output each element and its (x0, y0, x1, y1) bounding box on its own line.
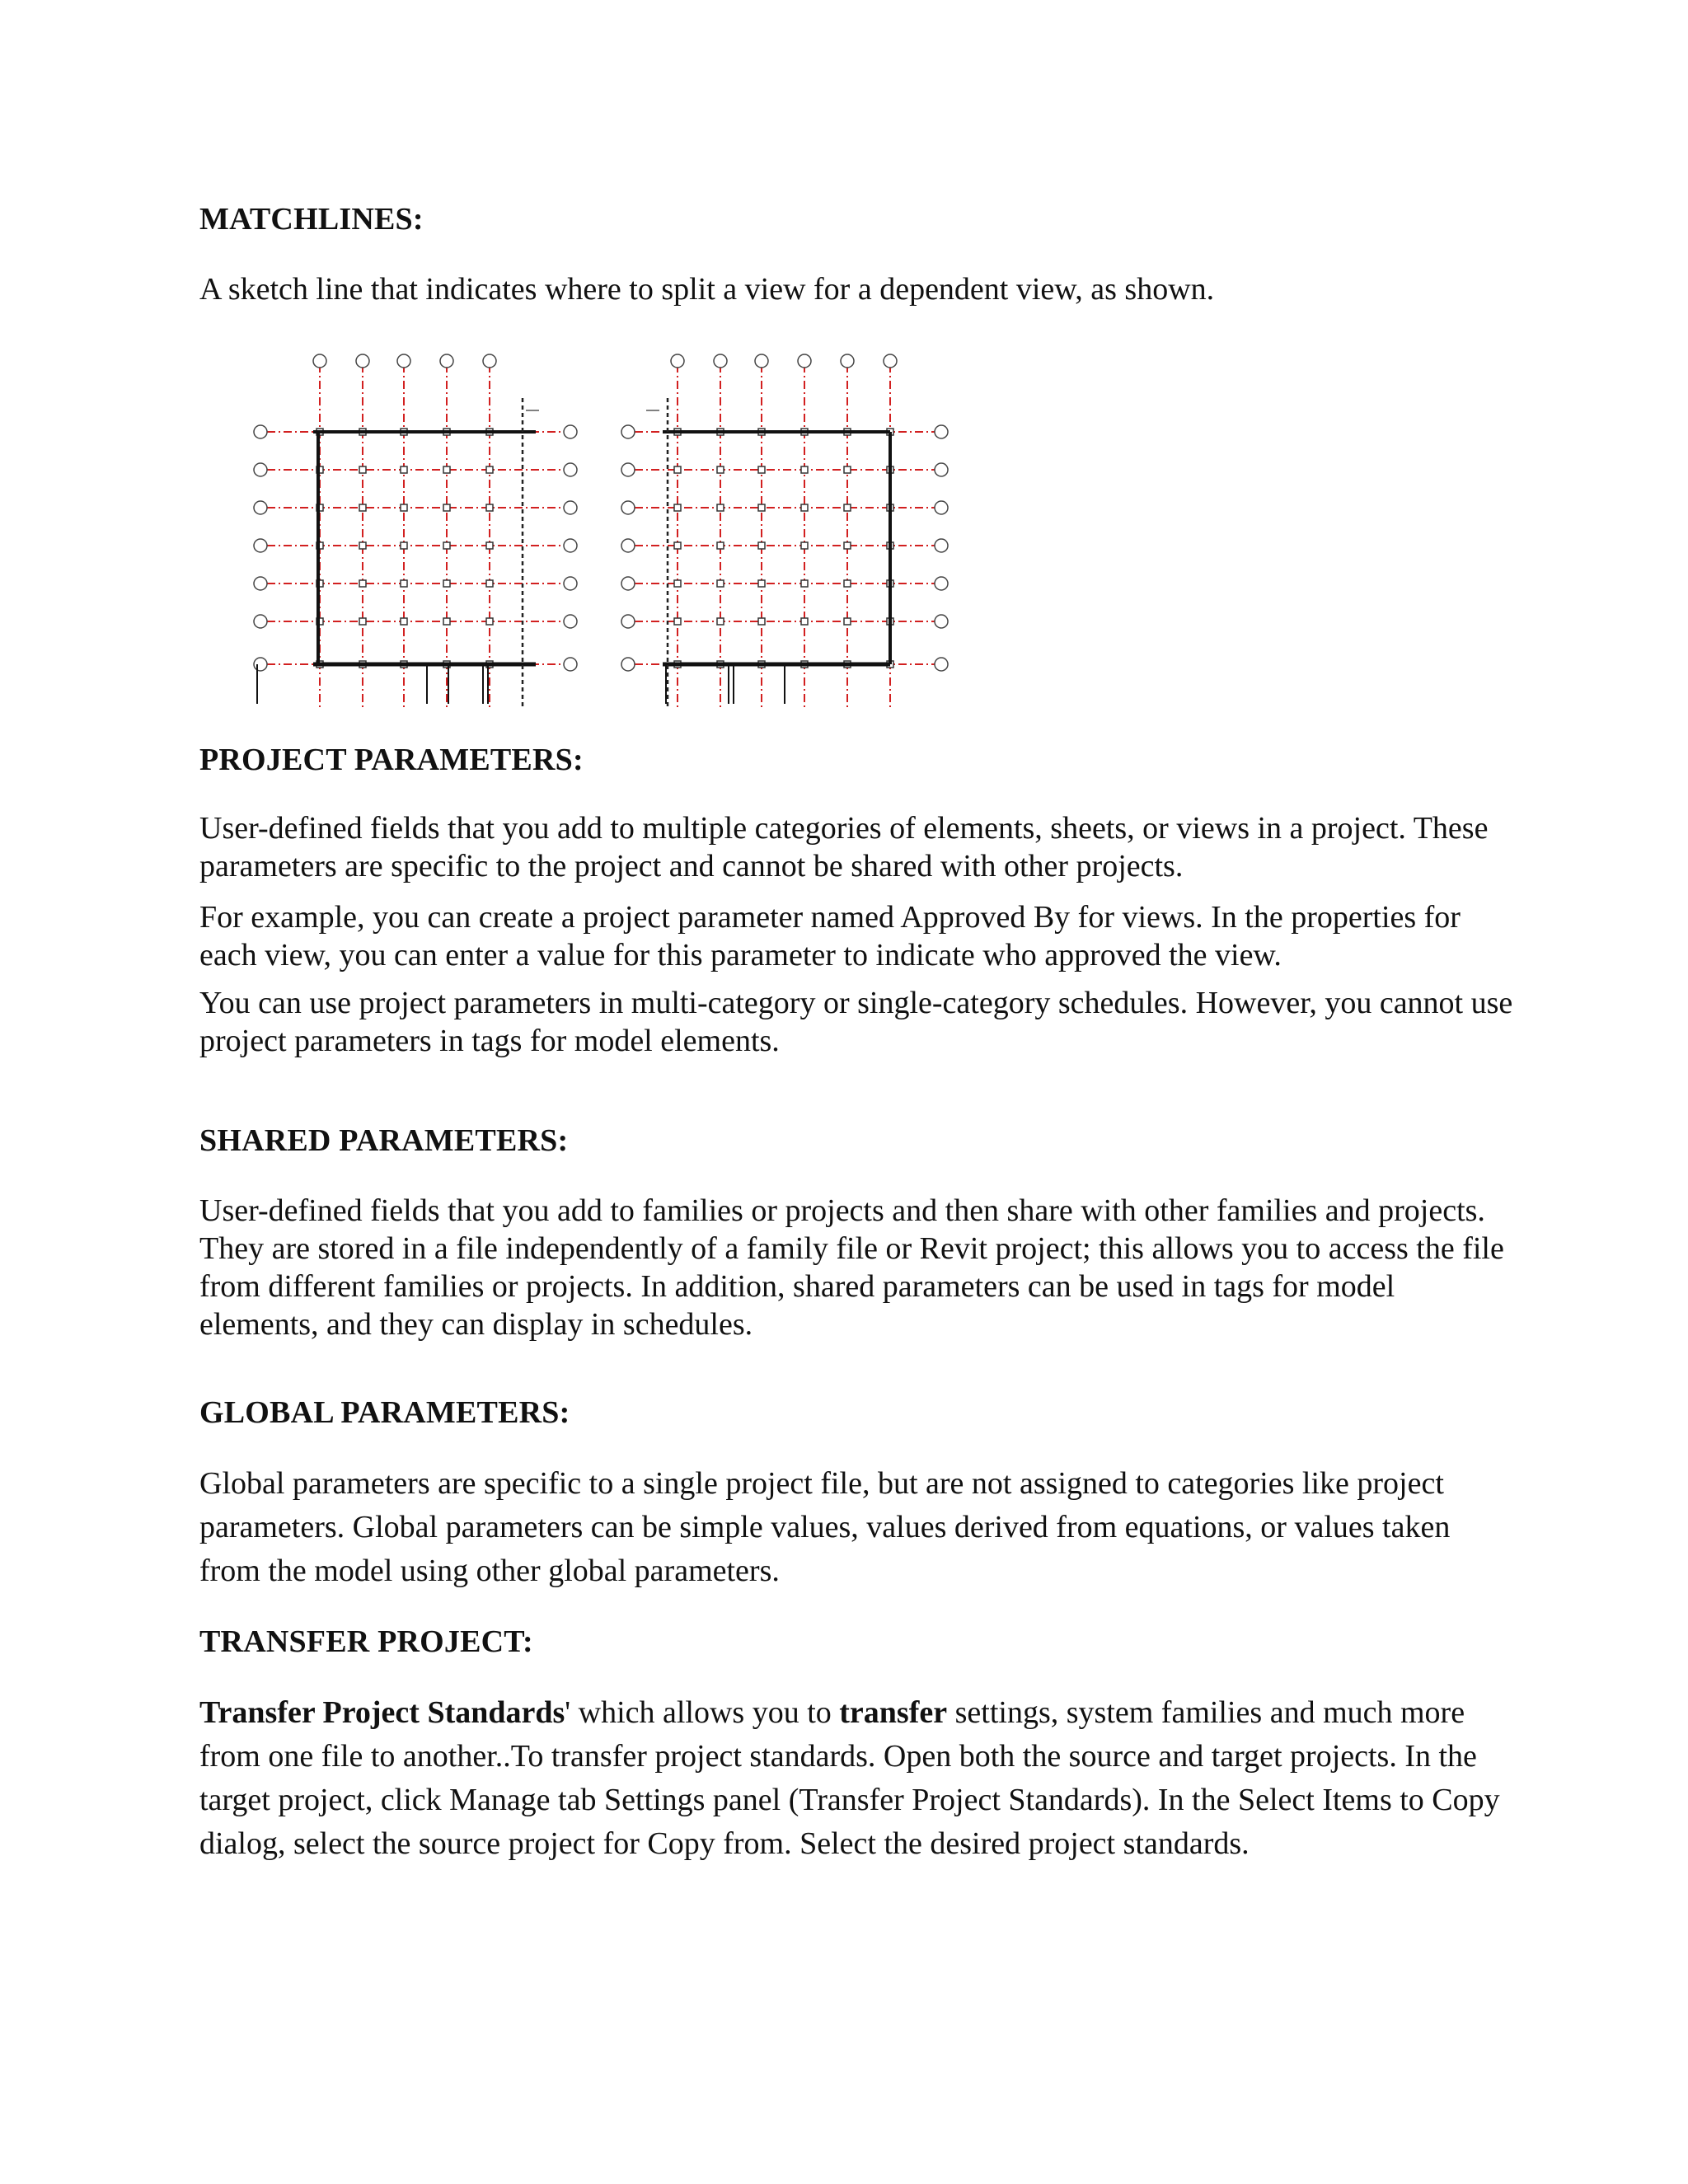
grid-bubble (935, 425, 948, 438)
grid-bubble (935, 577, 948, 590)
grid-bubble (440, 354, 453, 368)
project-parameters-para-2: For example, you can create a project parameter named Approved By for views. In the properties for each view, you can enter a value for this parameter to indicate who approved the view. (199, 900, 1461, 972)
column-marker (486, 466, 493, 473)
column-marker (844, 542, 851, 549)
transfer-project-para (199, 1691, 1518, 1866)
grid-bubble (755, 354, 768, 368)
grid-bubble (935, 501, 948, 514)
column-marker (758, 580, 765, 587)
column-marker (844, 466, 851, 473)
transfer-project-standards-bold: Transfer Project Standards (199, 1695, 565, 1730)
grid-bubble (935, 658, 948, 671)
grid-bubble (254, 539, 267, 552)
grid-bubble (254, 463, 267, 476)
column-marker (758, 618, 765, 625)
column-marker (359, 542, 366, 549)
column-marker (717, 618, 724, 625)
column-marker (486, 542, 493, 549)
column-marker (401, 580, 407, 587)
grid-bubble (621, 615, 635, 628)
column-marker (359, 466, 366, 473)
grid-bubble (621, 539, 635, 552)
column-marker (801, 618, 808, 625)
grid-bubble (621, 501, 635, 514)
column-marker (443, 618, 450, 625)
grid-bubble (254, 577, 267, 590)
column-marker (844, 618, 851, 625)
grid-bubble (714, 354, 727, 368)
column-marker (758, 504, 765, 511)
grid-bubble (483, 354, 496, 368)
grid-bubble (254, 615, 267, 628)
transfer-text-2: settings, system families and much more from one file to another..To transfer project standards. Open both the source and target projects. In the target project, click Manage tab Settings panel (Transfer Project Standards). In the Select Items to Copy dialog, select the source project for Copy from. Select the desired project standards. (199, 1695, 1500, 1861)
column-marker (717, 466, 724, 473)
transfer-bold: transfer (839, 1695, 948, 1730)
column-marker (674, 542, 681, 549)
column-marker (801, 542, 808, 549)
project-parameters-heading: PROJECT PARAMETERS: (199, 743, 584, 777)
column-marker (674, 466, 681, 473)
column-marker (844, 580, 851, 587)
grid-bubble (356, 354, 369, 368)
project-parameters-para-3: You can use project parameters in multi-category or single-category schedules. However, you cannot use project parameters in tags for model elements. (199, 986, 1513, 1058)
column-marker (443, 580, 450, 587)
grid-bubble (798, 354, 811, 368)
column-marker (401, 618, 407, 625)
column-marker (844, 504, 851, 511)
grid-bubble (935, 615, 948, 628)
column-marker (401, 542, 407, 549)
grid-bubble (313, 354, 326, 368)
grid-bubble (254, 658, 267, 671)
column-marker (758, 542, 765, 549)
grid-bubble (564, 501, 577, 514)
column-marker (443, 542, 450, 549)
global-parameters-heading: GLOBAL PARAMETERS: (199, 1395, 570, 1430)
grid-bubble (671, 354, 684, 368)
column-marker (674, 504, 681, 511)
dependent-view-right (621, 354, 948, 707)
matchlines-heading: MATCHLINES: (199, 202, 424, 237)
grid-bubble (884, 354, 897, 368)
grid-bubble (254, 425, 267, 438)
column-marker (758, 466, 765, 473)
column-marker (401, 466, 407, 473)
column-marker (801, 466, 808, 473)
shared-parameters-para: User-defined fields that you add to families or projects and then share with other families and projects. They are stored in a file independently of a family file or Revit project; this allows you to access the file from different families or projects. In addition, shared parameters can be used in tags for model elements, and they can display in schedules. (199, 1193, 1504, 1342)
column-marker (359, 580, 366, 587)
column-marker (674, 580, 681, 587)
column-marker (486, 580, 493, 587)
grid-bubble (621, 463, 635, 476)
grid-bubble (564, 658, 577, 671)
grid-bubble (935, 539, 948, 552)
grid-bubble (621, 577, 635, 590)
grid-bubble (254, 501, 267, 514)
grid-bubble (564, 463, 577, 476)
grid-bubble (397, 354, 410, 368)
column-marker (443, 504, 450, 511)
grid-bubble (564, 615, 577, 628)
grid-bubble (564, 539, 577, 552)
grid-bubble (935, 463, 948, 476)
project-parameters-para-1: User-defined fields that you add to multiple categories of elements, sheets, or views in a project. These parameters are specific to the project and cannot be shared with other projects. (199, 811, 1489, 883)
grid-bubble (841, 354, 854, 368)
column-marker (443, 466, 450, 473)
matchlines-description: A sketch line that indicates where to split a view for a dependent view, as shown. (199, 272, 1215, 307)
column-marker (359, 504, 366, 511)
column-marker (801, 580, 808, 587)
column-marker (486, 504, 493, 511)
shared-parameters-heading: SHARED PARAMETERS: (199, 1123, 569, 1158)
transfer-project-heading: TRANSFER PROJECT: (199, 1624, 533, 1659)
dependent-view-left (254, 354, 577, 707)
column-marker (801, 504, 808, 511)
grid-bubble (564, 577, 577, 590)
transfer-text-1: ' which allows you to (565, 1695, 840, 1730)
column-marker (717, 504, 724, 511)
column-marker (674, 618, 681, 625)
global-parameters-para: Global parameters are specific to a single project file, but are not assigned to categories like project parameters. Global parameters can be simple values, values derived from equations, or values taken from the model using other global parameters. (199, 1466, 1451, 1588)
column-marker (401, 504, 407, 511)
grid-bubble (621, 658, 635, 671)
grid-bubble (621, 425, 635, 438)
grid-bubble (564, 425, 577, 438)
column-marker (717, 542, 724, 549)
column-marker (486, 618, 493, 625)
matchline-figure (247, 344, 964, 707)
column-marker (359, 618, 366, 625)
column-marker (717, 580, 724, 587)
